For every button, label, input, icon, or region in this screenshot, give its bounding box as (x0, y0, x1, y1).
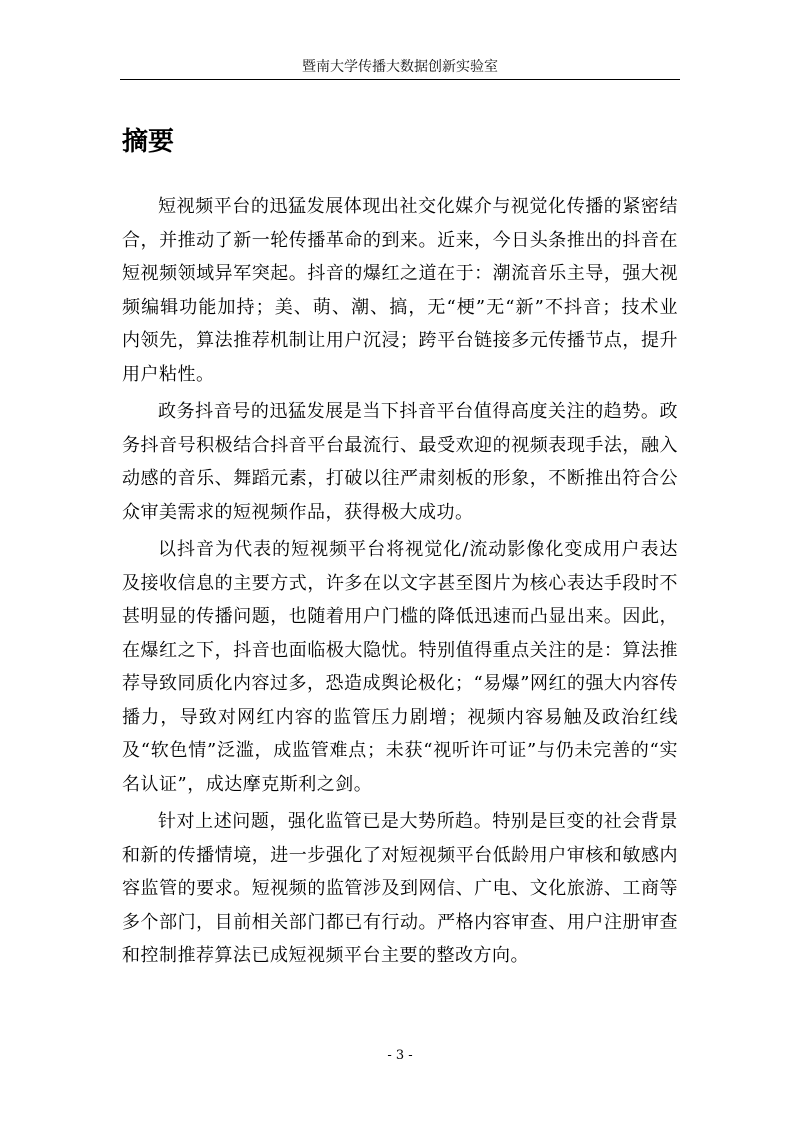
header-divider (120, 79, 680, 80)
abstract-body (122, 190, 678, 977)
running-header: 暨南大学传播大数据创新实验室 (302, 59, 498, 75)
section-title: 摘要 (122, 127, 175, 157)
paragraph: 针对上述问题，强化监管已是大势所趋。特别是巨变的社会背景和新的传播情境，进一步强化了对短视频平台低龄用户审核和敏感内容监管的要求。短视频的监管涉及到网信、广电、文化旅游、工商等多个部门，目前相关部门都已有行动。严格内容审查、用户注册审查和控制推荐算法已成短视频平台主要的整改方向。 (122, 811, 678, 966)
paragraph: 政务抖音号的迅猛发展是当下抖音平台值得高度关注的趋势。政务抖音号积极结合抖音平台最流行、最受欢迎的视频表现手法，融入动感的音乐、舞蹈元素，打破以往严肃刻板的形象，不断推出符合公众审美需求的短视频作品，获得极大成功。 (122, 401, 678, 523)
paragraph: 短视频平台的迅猛发展体现出社交化媒介与视觉化传播的紧密结合，并推动了新一轮传播革命的到来。近来，今日头条推出的抖音在短视频领域异军突起。抖音的爆红之道在于：潮流音乐主导，强大视频编辑功能加持；美、萌、潮、搞，无“梗”无“新”不抖音；技术业内领先，算法推荐机制让用户沉浸；跨平台链接多元传播节点，提升用户粘性。 (122, 196, 678, 385)
page-number: - 3 - (387, 1048, 413, 1063)
paragraph: 以抖音为代表的短视频平台将视觉化/流动影像化变成用户表达及接收信息的主要方式，许多在以文字甚至图片为核心表达手段时不甚明显的传播问题，也随着用户门槛的降低迅速而凸显出来。因此，在爆红之下，抖音也面临极大隐忧。特别值得重点关注的是：算法推荐导致同质化内容过多，恐造成舆论极化；“易爆”网红的强大内容传播力，导致对网红内容的监管压力剧增；视频内容易触及政治红线及“软色情”泛滥，成监管难点；未获“视听许可证”与仍未完善的“实名认证”，成达摩克斯利之剑。 (122, 539, 678, 795)
